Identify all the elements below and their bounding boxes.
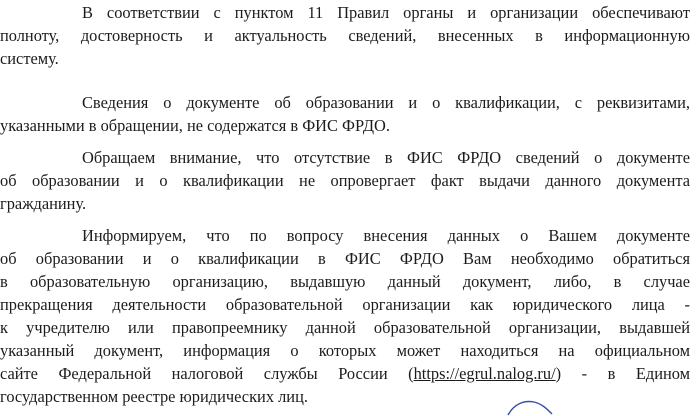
paragraph-1-line-1: В соответствии с пунктом 11 Правил органы и организации обеспечивают: [82, 3, 690, 22]
paragraph-4-line-6: указанный документ, информация о которых может находиться на официальном: [0, 341, 690, 360]
paragraph-4-line-4: прекращения деятельности образовательной организации как юридического лица -: [0, 295, 690, 314]
paragraph-4-line-2: об образовании и о квалификации в ФИС ФРДО Вам необходимо обратиться: [0, 249, 690, 268]
paragraph-4-line-3: в образовательную организацию, выдавшую данный документ, либо, в случае: [0, 272, 690, 291]
paragraph-3-line-2: об образовании и о квалификации не опровергает факт выдачи данного документа: [0, 171, 690, 190]
paragraph-3-line-1: Обращаем внимание, что отсутствие в ФИС ФРДО сведений о документе: [82, 148, 690, 167]
paragraph-4-line-1: Информируем, что по вопросу внесения данных о Вашем документе: [82, 226, 690, 245]
paragraph-4-line-8: государственном реестре юридических лиц.: [0, 387, 308, 406]
link-line-before: сайте Федеральной налоговой службы России (: [0, 364, 414, 383]
paragraph-2-line-2: указанными в обращении, не содержатся в ФИС ФРДО.: [0, 116, 390, 135]
paragraph-3-line-3: гражданину.: [0, 194, 87, 213]
link-line-after: ) - в Едином: [555, 364, 690, 383]
signature-mark: [500, 398, 560, 416]
paragraph-1-line-3: систему.: [0, 49, 59, 68]
paragraph-4-line-7: [0, 363, 700, 384]
paragraph-2-line-1: Сведения о документе об образовании и о квалификации, с реквизитами,: [82, 93, 690, 112]
paragraph-1-line-2: полноту, достоверность и актуальность сведений, внесенных в информационную: [0, 26, 690, 45]
egrul-link[interactable]: https://egrul.nalog.ru/: [413, 364, 556, 383]
paragraph-4-line-5: к учредителю или правопреемнику данной образовательной организации, выдавшей: [0, 318, 690, 337]
